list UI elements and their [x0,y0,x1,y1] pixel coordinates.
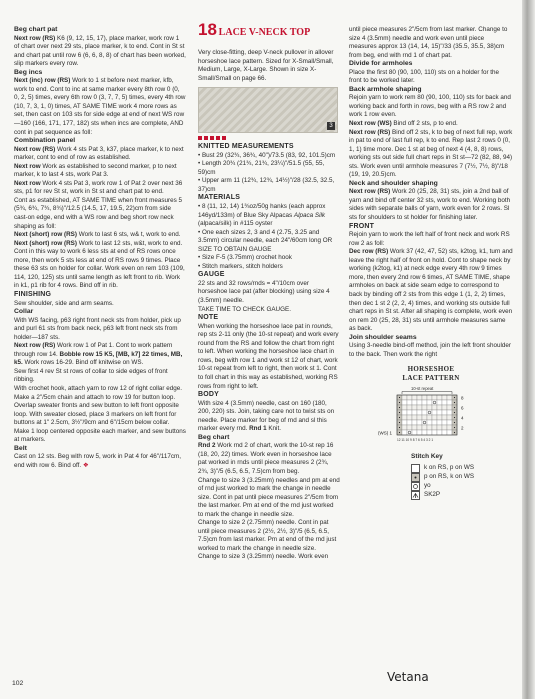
paragraph: until piece measures 2"/5cm from last marker. Change to size 4 (3.5mm) needle and work even until piece measures approx 13 (14, 14, 15)"/33 (35.5, 35.5, 38)cm from beg, end with rnd 1 of chart pat. [349,26,508,59]
paragraph: 22 sts and 32 rows/rnds = 4"/10cm over horseshoe lace pat (after blocking) using size 4 (3.5mm) needle. [198,279,330,305]
chart-cell [402,400,407,405]
chart-cell [407,405,412,410]
paragraph: Dec row (RS) Work 37 (42, 47, 52) sts, k2tog, k1, turn and leave the right half of front on hold. Cont to shape neck by working (k2tog, k1) at neck edge every 4th row 9 times more, then every 2nd row 6 times, AT SAME TIME, shape armholes on back at side seam edge to correspond to back by binding off 2 sts from this edge 1 (1, 2, 2) times, then dec 1 st 2 (2, 2, 4) times, and working sts outside full chart reps in St st. After all shaping is complete, work even on rem 20 (25, 28, 31) sts until armhole measures same as back. [349,248,513,333]
chart-cell [417,405,422,410]
key-item-knit: k on RS, p on WS [411,464,513,473]
chart-cell [422,420,427,425]
chart-cell [422,415,427,420]
chart-cell [437,430,442,435]
paragraph: Next (inc) row (RS) Work to 1 st before next marker, kfb, work to end. Cont to inc at same marker every 8th row 0 (0, 0, 2, 5) times, every 6th row 0 (3, 7, 7, 5) times, every 4th row (10, 7, 3, 1, 0) times, AT SAME TIME work 4 more rows as set, then cast on 103 sts for side edge at end of next WS row—160 (166, 171, 177, 182) sts when incs are complete, AND cont in pat sequence as foll: [14,77,186,136]
chart-cell [442,395,447,400]
chart-cell [447,420,452,425]
chart-cell [422,430,427,435]
chart-cell [427,395,432,400]
chart-cell [402,425,407,430]
chart-cell [432,425,437,430]
chart-cell [417,415,422,420]
chart-cell [412,425,417,430]
chart-cell [417,395,422,400]
heading-collar: Collar [14,308,34,316]
paragraph: Place the first 80 (90, 100, 110) sts on a holder for the front to be worked later. [349,68,500,85]
chart-cell [412,395,417,400]
heading-beg-chart-pat: Beg chart pat [14,26,58,33]
chart-cell [407,430,412,435]
paragraph: Cont as established, AT SAME TIME when front measures 5 (5¾, 6¾, 7¾, 8¾)"/12.5 (14.5, 17, 19.5, 22)cm from side cast-on edge, end with a WS row and beg short row neck shaping as foll: [14,196,182,230]
chart-cell [417,430,422,435]
chart-cell [432,415,437,420]
chart-cell [442,415,447,420]
paragraph: Sew first 4 rev St st rows of collar to side edges of front ribbing. [14,367,168,384]
paragraph: When working the horseshoe lace pat in rounds, rep sts 2-11 only (the 10-st repeat) and work every round from the RS and follow the chart from right to left. When working the horseshoe lace chart in rows, beg with row 1 and work st 12 of chart, work 10-st repeat from left to right, then work st 1. Cont to foll chart in this way as established, working RS rows from right to left. [198,322,339,390]
column-right [349,26,513,500]
page-number: 102 [12,680,24,687]
heading-beg-incs: Beg incs [14,68,43,76]
chart-cell [407,400,412,405]
purl-dot [399,402,400,403]
chart-cell [437,395,442,400]
purl-dot [454,432,455,433]
chart-cell [447,430,452,435]
chart-cell [432,410,437,415]
paragraph: Change to size 3 (3.25mm) needles and pm at end of rnd just worked to mark the change in needle size. Cont in pat until piece measures 2"/5cm from the last marker. Pm at end of the rnd just worked to mark the change in needle size. [198,476,340,518]
purl-dot [399,417,400,418]
purl-dot [399,412,400,413]
chart-cell [412,420,417,425]
heading-front: FRONT [349,222,375,230]
chart-cell [442,430,447,435]
key-item-purl: p on RS, k on WS [411,473,513,482]
chart-cell [417,400,422,405]
chart-cell [412,410,417,415]
purl-dot [454,422,455,423]
pattern-name: LACE V-NECK TOP [218,27,311,38]
decorative-dots [198,136,228,140]
purl-dot [454,402,455,403]
paragraph: Sew shoulder, side and arm seams. [14,299,114,307]
chart-cell [422,395,427,400]
purl-dot [399,432,400,433]
blank-square-icon [411,464,420,473]
paragraph: With crochet hook, attach yarn to row 12 of right collar edge. Make a 2"/5cm chain and attach to row 19 for button loop. Overlap sweater fronts and sew button to left front opposite loop. With sweater closed, place 3 markers on left front for buttons at 1" 2.5cm, 3½"/9cm and 6"/15cm below collar. Make 1 loop centered opposite each marker, and sew buttons at markers. [14,384,186,444]
paragraph: Next (short) row (RS) Work to last 6 sts, w& t, work to end. [14,231,181,239]
chart-cell [437,425,442,430]
chart-cell [427,425,432,430]
chart-cell [417,420,422,425]
heading-body: BODY [198,391,220,399]
paragraph: Using 3-needle bind-off method, join the left front shoulder to the back. Then work the right [349,342,511,358]
paragraph: Next row Work as established to second marker, p to next marker, k to last 4 sts, work Pat 3. [14,162,177,179]
photo-tag: 3 [327,122,335,130]
heading-back-armhole: Back armhole shaping [349,85,422,93]
row-label: 4 [461,415,464,421]
measurement: • Length 20¾ (21¾, 21¾, 23¼)"/51.5 (55, 55, 59)cm [198,160,325,176]
row-label: 8 [461,395,464,401]
chart-grid [397,395,457,435]
material-item: • Stitch markers, stitch holders [198,262,283,270]
material-item: • Size F-5 (3.75mm) crochet hook [198,254,292,262]
chart-cell [437,410,442,415]
chart-cell [447,410,452,415]
ws-row-label: (WS) 1 [378,430,392,436]
chart-title: HORSESHOE LACE PATTERN [402,365,460,382]
paragraph: TAKE TIME TO CHECK GAUGE. [198,305,291,313]
heading-combination-panel: Combination panel [14,137,76,145]
chart-cell [437,405,442,410]
swatch-photo [198,87,338,133]
heading-materials: MATERIALS [198,194,241,202]
chart-cell [427,410,432,415]
chart-cell [447,415,452,420]
key-item-yo: yo [411,482,513,491]
chart-cell [427,420,432,425]
paragraph: Next row (RS) Work row 1 of Pat 1. Cont to work pattern through row 14. Bobble row 15 K5, [MB, k7] 22 times, MB, k5. Work rows 16-29. Bind off knitwise on WS. [14,342,183,367]
chart-cell [437,400,442,405]
paragraph: Next (short) row (RS) Work to last 12 sts, w&t, work to end. Cont in this way to work 6 less sts at end of RS rows once more, then work 5 sts less at end of RS rows 9 times. Place these 63 sts on holder for collar. Work even on rem 103 (109, 114, 120, 125) sts until same length as left front to rib. Work in k1, p1 rib for 4 rows. Bind off in rib. [14,239,185,290]
intro-paragraph: Very close-fitting, deep V-neck pullover in allover horseshoe lace pattern. Sized for X-Small/Small, Medium, Large, X-Large. Shown in size X-Small/Small on page 66. [198,49,334,82]
paragraph: Cast on 12 sts. Beg with row 5, work in Pat 4 for 46"/117cm, end with row 6. Bind off. ❖ [14,453,181,469]
paragraph: Rejoin yarn to work rem 80 (90, 100, 110) sts for back and working back and forth in rows, beg with a RS row 2 and work 1 row even. [349,94,511,119]
stitch-key-title: Stitch Key [411,452,443,460]
paragraph: Rnd 2 Work rnd 2 of chart, work the 10-st rep 16 (18, 20, 22) times. Work even in horseshoe lace pat worked in rnds until piece measures 2 (2¾, 2¾, 3)"/5 (6.5, 6.5, 7.5)cm from beg. [198,442,334,475]
heading-note: NOTE [198,314,219,322]
purl-dot [399,397,400,398]
lace-chart [378,385,513,449]
column-labels: 12 11 10 9 8 7 6 5 4 3 2 1 [397,438,434,443]
paragraph: Change to size 3 (3.25mm) needle. Work even [198,553,329,561]
heading-gauge: GAUGE [198,271,225,279]
heading-beg-chart: Beg chart [198,433,230,441]
pattern-title [198,20,340,46]
chart-cell [432,420,437,425]
chart-cell [407,420,412,425]
chart-cell [442,420,447,425]
chart-cell [432,430,437,435]
heading-divide-armholes: Divide for armholes [349,60,413,68]
paragraph: Next row (RS) Work 20 (25, 28, 31) sts, join a 2nd ball of yarn and bind off center 32 sts, work to end. Working both sides with separate balls of yarn, work even for 2 rows. Sl sts for shoulders to st holder for finishing later. [349,188,511,222]
chart-cell [402,430,407,435]
chart-cell [417,425,422,430]
purl-dot [454,427,455,428]
column-middle [198,20,340,562]
chart-cell [447,405,452,410]
watermark: Vetana [387,670,429,684]
material-item: • 8 (11, 12, 14) 1¾oz/50g hanks (each approx 146yd/133m) of Blue Sky Alpacas Alpaca Silk (alpaca/silk) in #115 oyster [198,203,326,228]
chart-cell [402,420,407,425]
paragraph: Next row (WS) Bind off 2 sts, p to end. [349,120,458,128]
chart-cell [432,395,437,400]
purl-dot [399,422,400,423]
measurement: • Bust 29 (32¾, 36¾, 40")/73.5 (83, 92, 101.5)cm [198,151,336,159]
purl-dot [399,427,400,428]
chart-cell [412,400,417,405]
chart-cell [402,410,407,415]
chart-cell [427,405,432,410]
chart-cell [442,405,447,410]
chart-cell [447,400,452,405]
chart-cell [447,395,452,400]
key-item-sk2p: SK2P [411,491,513,500]
chart-cell [427,430,432,435]
chart-cell [432,405,437,410]
paragraph: Next row Work 4 sts Pat 3, work row 1 of Pat 2 over next 36 sts, p1 for rev St st, work in St st and chart pat to end. [14,179,183,196]
heading-belt: Belt [14,444,27,452]
chart-cell [422,425,427,430]
chart-cell [442,425,447,430]
material-item: • One each sizes 2, 3 and 4 (2.75, 3.25 and 3.5mm) circular needle, each 24"/60cm long OR SIZE TO OBTAIN GAUGE [198,228,333,253]
chart-cell [437,420,442,425]
row-label: 6 [461,405,464,411]
page-spine [522,0,535,699]
purl-dot [399,407,400,408]
measurement: • Upper arm 11 (12¾, 12¾, 14½)"/28 (32.5, 32.5, 37)cm [198,177,335,193]
purl-dot [454,407,455,408]
chart-cell [407,415,412,420]
paragraph: Next row (RS) Bind off 2 sts, k to beg of next full rep, work in pat to end of last full rep, k to end. Rep last 2 rows 0 (0, 1, 1) time more. Dec 1 st at beg of next 4 (4, 8, 8) rows, working sts out side full chart reps in St st—72 (82, 88, 94) sts. Work even until armhole measures 7 (7½, 7½, 8)"/18 (19, 19, 20.5)cm. [349,128,513,179]
end-diamond-icon: ❖ [82,461,89,469]
chart-cell [412,430,417,435]
chart-cell [422,410,427,415]
chart-cell [442,410,447,415]
heading-finishing: FINISHING [14,290,52,298]
purl-dot [454,417,455,418]
purl-dot [454,397,455,398]
sk2p-icon [411,491,420,500]
chart-cell [427,400,432,405]
chart-cell [422,400,427,405]
heading-neck-shoulder: Neck and shoulder shaping [349,179,438,187]
chart-cell [402,415,407,420]
chart-cell [427,415,432,420]
chart-cell [422,405,427,410]
repeat-label: 10-st repeat [411,386,434,392]
purl-dot [454,412,455,413]
lace-chart-svg [378,385,479,445]
yarn-over-icon [411,482,420,491]
paragraph: With WS facing, p63 right front neck sts from holder, pick up and purl 61 sts from back neck, p63 left front neck sts from holder—187 sts. [14,316,181,341]
chart-cell [417,410,422,415]
chart-cell [407,395,412,400]
chart-cell [447,425,452,430]
column-left [14,26,186,470]
chart-cell [402,405,407,410]
chart-cell [407,410,412,415]
chart-cell [402,395,407,400]
paragraph: Change to size 2 (2.75mm) needle. Cont in pat until piece measures 2 (2½, 2½, 3)"/5 (6.5, 6.5, 7.5)cm from last marker. Pm at end of the rnd just worked to mark the change in needle size. [198,519,337,552]
stitch-key [411,453,513,500]
heading-join-shoulder: Join shoulder seams [349,333,417,341]
paragraph: With size 4 (3.5mm) needle, cast on 160 (180, 200, 220) sts. Join, taking care not to twist sts on needle. Place marker for beg of rnd and sl this marker every rnd. Rnd 1 Knit. [198,399,335,433]
chart-cell [412,415,417,420]
paragraph: Next row (RS) K6 (9, 12, 15, 17), place marker, work row 1 of chart over next 29 sts, place marker, k to end. Cont in St st and chart pat until row 6 (6, 6, 8, 8) of chart has been worked, slip markers every row. [14,34,186,68]
purl-dot-icon [411,473,420,482]
chart-cell [437,415,442,420]
pattern-number: 18 [198,20,217,39]
paragraph: Rejoin yarn to work the left half of front neck and work RS row 2 as foll: [349,231,510,247]
paragraph: Next row (RS) Work 4 sts Pat 3, k37, place marker, k to next marker, cont to end of row as established. [14,145,184,162]
heading-knitted-measurements: KNITTED MEASUREMENTS [198,143,294,151]
chart-cell [407,425,412,430]
chart-cell [432,400,437,405]
chart-cell [412,405,417,410]
chart-cell [442,400,447,405]
row-label: 2 [461,425,464,431]
